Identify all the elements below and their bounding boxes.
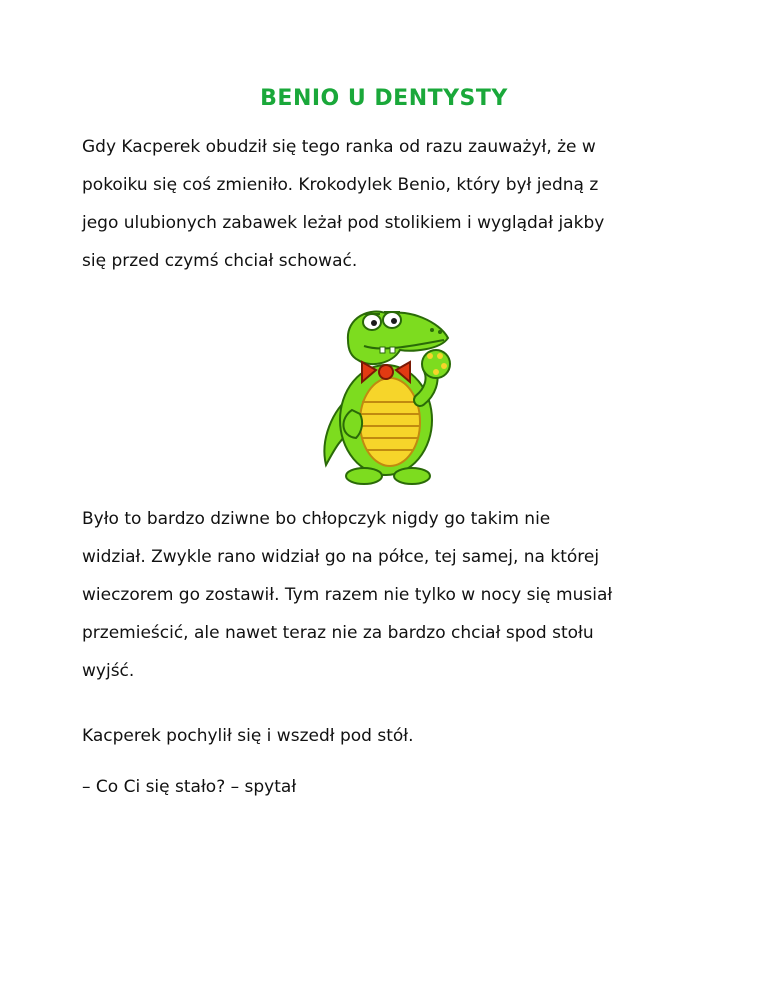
paragraph-3 xyxy=(82,717,702,755)
paragraph-2-line: przemieścić, ale nawet teraz nie za bardzo chciał spod stołu xyxy=(82,623,594,643)
paragraph-1-line: się przed czymś chciał schować. xyxy=(82,251,358,271)
crocodile-icon xyxy=(312,300,460,490)
paragraph-4 xyxy=(82,768,702,806)
paragraph-1-line: pokoiku się coś zmieniło. Krokodylek Benio, który był jedną z xyxy=(82,175,599,195)
crocodile-illustration xyxy=(312,300,460,490)
paragraph-2 xyxy=(82,500,702,690)
dialogue-line: – Co Ci się stało? – spytał xyxy=(82,777,297,797)
paragraph-1-line: Gdy Kacperek obudził się tego ranka od razu zauważył, że w xyxy=(82,137,596,157)
story-title: BENIO U DENTYSTY xyxy=(260,86,508,111)
paragraph-2-line: widział. Zwykle rano widział go na półce, tej samej, na której xyxy=(82,547,600,567)
paragraph-1 xyxy=(82,128,702,280)
paragraph-1-line: jego ulubionych zabawek leżał pod stolikiem i wyglądał jakby xyxy=(82,213,605,233)
paragraph-3-line: Kacperek pochylił się i wszedł pod stół. xyxy=(82,726,414,746)
paragraph-2-line: wieczorem go zostawił. Tym razem nie tylko w nocy się musiał xyxy=(82,585,613,605)
paragraph-2-line: Było to bardzo dziwne bo chłopczyk nigdy go takim nie xyxy=(82,509,551,529)
paragraph-2-line: wyjść. xyxy=(82,661,135,681)
